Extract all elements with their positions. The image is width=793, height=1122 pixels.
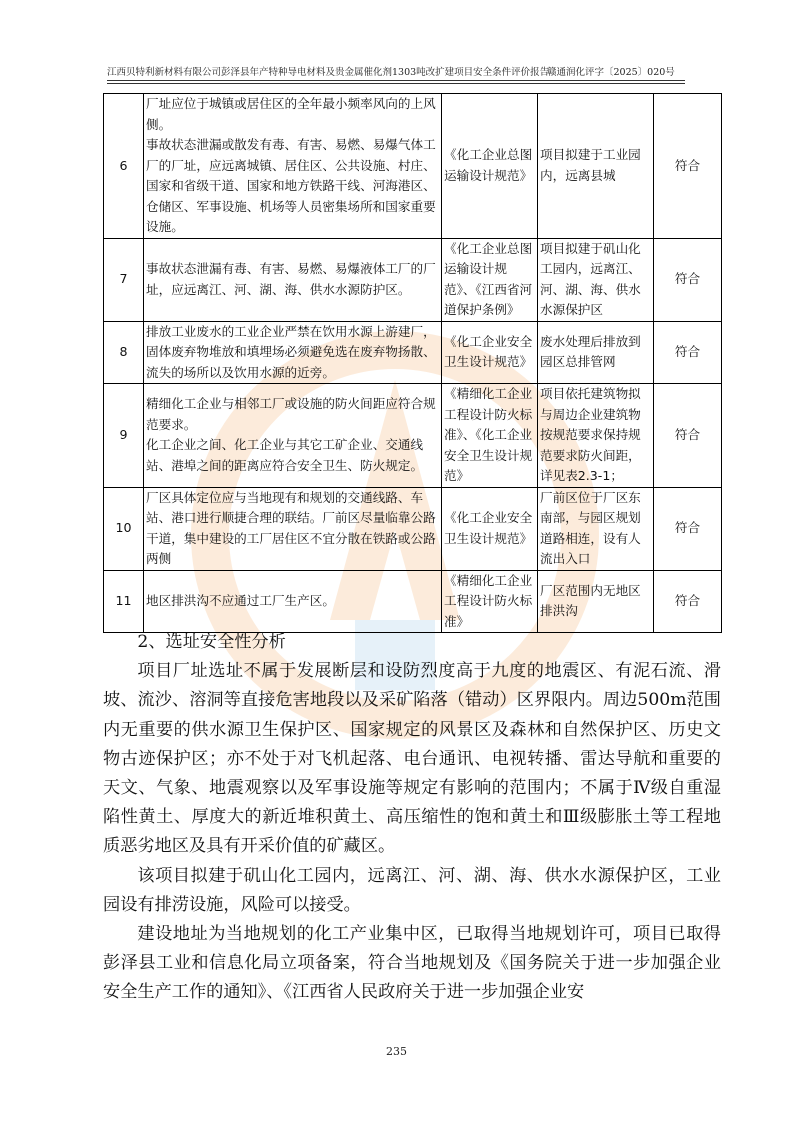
row-number: 8 [104, 321, 144, 384]
basis-cell: 《化工企业安全卫生设计规范》 [442, 321, 538, 384]
requirement-cell [144, 487, 442, 570]
row-number: 7 [104, 238, 144, 321]
requirement-text: 事故状态泄漏或散发有毒、有害、易燃、易爆气体工厂的厂址，应远离城镇、居住区、公共设施、村庄、国家和省级干道、国家和地方铁路干线、河海港区、仓储区、军事设施、机场等人员密集场所和国家重要设施。 [146, 137, 436, 234]
result-cell: 符合 [654, 94, 722, 239]
requirement-text: 精细化工企业与相邻工厂或设施的防火间距应符合规范要求。 [146, 396, 436, 432]
body-text [103, 628, 721, 1008]
requirement-cell [144, 570, 442, 633]
table-row [104, 487, 722, 570]
report-title: 江西贝特利新材料有限公司彭泽县年产特种导电材料及贵金属催化剂1303吨改扩建项目安全条件评价报告 [107, 67, 550, 78]
basis-cell: 《精细化工企业工程设计防火标准》、《化工企业安全卫生设计规范》 [442, 384, 538, 488]
basis-cell: 《化工企业总图运输设计规范》、《江西省河道保护条例》 [442, 238, 538, 321]
situation-cell: 项目拟建于工业园内，远离县城 [538, 94, 654, 239]
requirement-text: 地区排洪沟不应通过工厂生产区。 [146, 593, 335, 608]
row-number: 11 [104, 570, 144, 633]
requirement-text: 化工企业之间、化工企业与其它工矿企业、交通线站、港埠之间的距离应符合安全卫生、防火规定。 [146, 437, 424, 473]
result-cell: 符合 [654, 487, 722, 570]
requirement-text: 事故状态泄漏有毒、有害、易燃、易爆液体工厂的厂址，应远离江、河、湖、海、供水水源防护区。 [146, 261, 436, 297]
table-row [104, 321, 722, 384]
situation-cell: 废水处理后排放到园区总排管网 [538, 321, 654, 384]
result-cell: 符合 [654, 384, 722, 488]
basis-cell: 《化工企业安全卫生设计规范》 [442, 487, 538, 570]
result-cell: 符合 [654, 570, 722, 633]
row-number: 6 [104, 94, 144, 239]
situation-cell: 项目拟建于矶山化工园内，远离江、河、湖、海、供水水源保护区 [538, 238, 654, 321]
basis-cell: 《精细化工企业工程设计防火标准》 [442, 570, 538, 633]
paragraph: 建设地址为当地规划的化工产业集中区，已取得当地规划许可，项目已取得彭泽县工业和信息化局立项备案，符合当地规划及《国务院关于进一步加强企业安全生产工作的通知》、《江西省人民政府关于进一步加强企业安 [103, 924, 721, 1003]
paragraph: 该项目拟建于矶山化工园内，远离江、河、湖、海、供水水源保护区，工业园设有排涝设施，风险可以接受。 [103, 865, 721, 915]
paragraph: 项目厂址选址不属于发展断层和设防烈度高于九度的地震区、有泥石流、滑坡、流沙、溶洞等直接危害地段以及采矿陷落（错动）区界限内。周边500m范围内无重要的供水源卫生保护区、国家规定的风景区及森林和自然保护区、历史文物古迹保护区；亦不处于对飞机起落、电台通讯、电视转播、雷达导航和重要的天文、气象、地震观察以及军事设施等规定有影响的范围内；不属于Ⅳ级自重湿陷性黄土、厚度大的新近堆积黄土、高压缩性的饱和黄土和Ⅲ级膨胀土等工程地质恶劣地区及具有开采价值的矿藏区。 [103, 661, 721, 857]
header-rule-thick [107, 80, 685, 81]
header-rule-thin [107, 83, 685, 84]
requirements-table [103, 93, 722, 633]
requirement-text: 排放工业废水的工业企业严禁在饮用水源上游建厂，固体废弃物堆放和填埋场必须避免选在废弃物扬散、流失的场所以及饮用水源的近旁。 [146, 323, 436, 380]
situation-cell: 厂前区位于厂区东南部，与园区规划道路相连，设有人流出入口 [538, 487, 654, 570]
row-number: 9 [104, 384, 144, 488]
requirement-text: 厂区具体定位应与当地现有和规划的交通线路、车站、港口进行顺捷合理的联结。厂前区尽量临靠公路干道，集中建设的工厂居住区不宜分散在铁路或公路两侧 [146, 489, 436, 566]
requirement-cell [144, 238, 442, 321]
result-cell: 符合 [654, 321, 722, 384]
requirement-cell [144, 384, 442, 488]
row-number: 10 [104, 487, 144, 570]
table-row [104, 384, 722, 488]
requirement-text: 厂址应位于城镇或居住区的全年最小频率风向的上风侧。 [146, 96, 436, 132]
report-number: 赣通润化评字〔2025〕020号 [547, 67, 675, 78]
result-cell: 符合 [654, 238, 722, 321]
table-row [104, 238, 722, 321]
situation-cell: 项目依托建筑物拟与周边企业建筑物按规范要求保持规范要求防火间距，详见表2.3-1； [538, 384, 654, 488]
table-row [104, 570, 722, 633]
basis-cell: 《化工企业总图运输设计规范》 [442, 94, 538, 239]
section-title: 2、选址安全性分析 [137, 632, 286, 652]
table-row [104, 94, 722, 239]
page-number: 235 [386, 1045, 407, 1058]
requirement-cell [144, 94, 442, 239]
requirement-cell [144, 321, 442, 384]
situation-cell: 厂区范围内无地区排洪沟 [538, 570, 654, 633]
